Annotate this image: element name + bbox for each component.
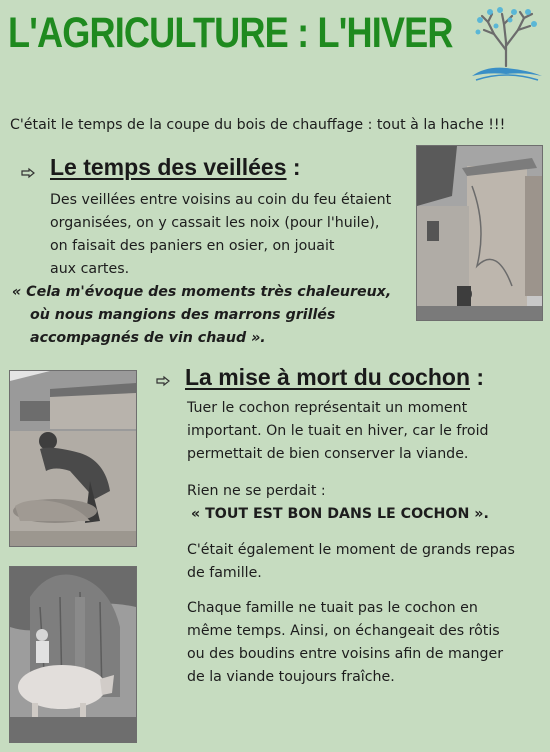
text-line: C'était également le moment de grands repas: [187, 542, 515, 558]
text-line: de famille.: [187, 565, 262, 581]
photo-stone-building: [416, 145, 543, 321]
text-line: de la viande toujours fraîche.: [187, 669, 395, 685]
tree-logo-icon: [466, 6, 546, 84]
cochon-paragraph-1: [187, 397, 542, 466]
intro-text: C'était le temps de la coupe du bois de chauffage : tout à la hache !!!: [10, 117, 506, 133]
section-heading-veillees: [50, 154, 301, 181]
quote-line: accompagnés de vin chaud ».: [30, 330, 266, 346]
cochon-paragraph-4: [187, 597, 542, 689]
pointing-hand-icon: [20, 165, 36, 181]
text-line: ou des boudins entre voisins afin de manger: [187, 646, 504, 662]
text-line: Tuer le cochon représentait un moment: [187, 400, 468, 416]
heading-colon: :: [286, 154, 301, 180]
text-line: Chaque famille ne tuait pas le cochon en: [187, 600, 478, 616]
cochon-paragraph-2: [187, 480, 542, 526]
heading-colon: :: [470, 364, 485, 390]
text-line: Rien ne se perdait :: [187, 483, 326, 499]
text-line: on faisait des paniers en osier, on jouait: [50, 238, 335, 254]
page-title: L'AGRICULTURE : L'HIVER: [8, 9, 453, 57]
pointing-hand-icon: [155, 373, 171, 389]
text-line: même temps. Ainsi, on échangeait des rôtis: [187, 623, 500, 639]
text-line: important. On le tuait en hiver, car le froid: [187, 423, 489, 439]
quote-line: « Cela m'évoque des moments très chaleureux,: [12, 284, 392, 300]
photo-pig-slaughter: [9, 370, 137, 547]
text-line: organisées, on y cassait les noix (pour l'huile),: [50, 215, 380, 231]
veillees-paragraph: [50, 189, 410, 281]
text-line: permettait de bien conserver la viande.: [187, 446, 469, 462]
photo-child-with-pig: [9, 566, 137, 743]
section-heading-cochon-text: La mise à mort du cochon: [185, 364, 470, 390]
section-heading-veillees-text: Le temps des veillées: [50, 154, 287, 180]
text-line: aux cartes.: [50, 261, 130, 277]
bold-slogan: « TOUT EST BON DANS LE COCHON ».: [191, 506, 489, 522]
cochon-paragraph-3: [187, 539, 542, 585]
section-heading-cochon: [185, 364, 484, 391]
text-line: Des veillées entre voisins au coin du feu étaient: [50, 192, 392, 208]
quote-line: où nous mangions des marrons grillés: [30, 307, 336, 323]
